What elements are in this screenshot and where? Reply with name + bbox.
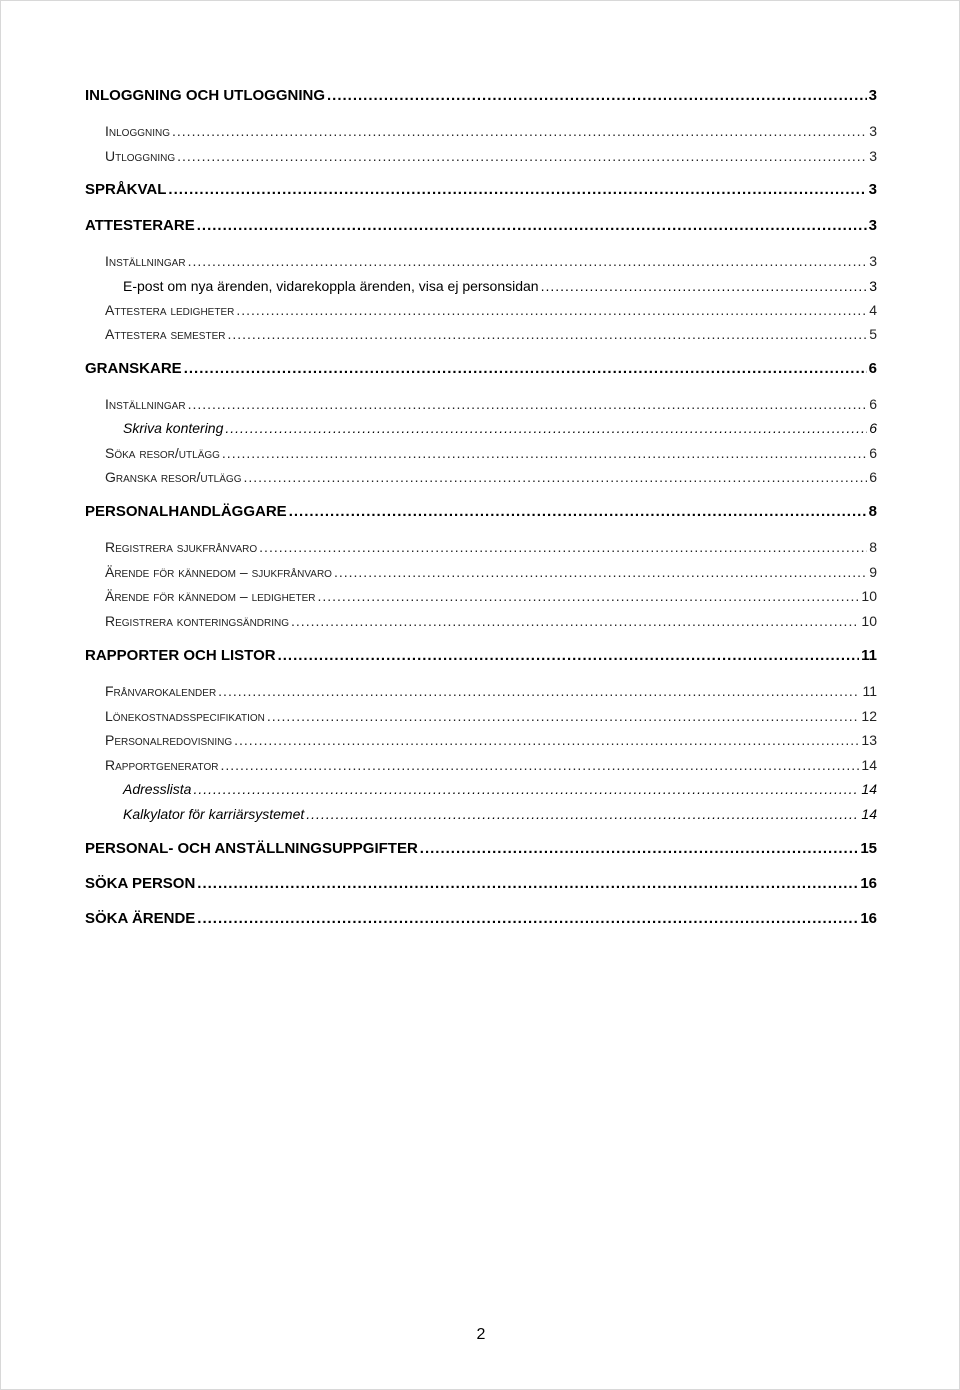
toc-leader-dots <box>234 730 859 750</box>
toc-entry-page: 6 <box>869 469 877 485</box>
toc-entry-label: RAPPORTER OCH LISTOR <box>85 647 276 664</box>
toc-entry-label: Attestera semester <box>105 326 226 342</box>
toc-entry-page: 6 <box>868 360 877 377</box>
toc-leader-dots <box>220 755 859 775</box>
toc-entry-label: Ärende för kännedom – sjukfrånvaro <box>105 564 332 580</box>
toc-entry[interactable] <box>85 502 877 522</box>
toc-entry-label: Adresslista <box>123 781 192 797</box>
toc-entry-page: 6 <box>869 445 877 461</box>
toc-leader-dots <box>197 216 867 236</box>
toc-entry-label: Lönekostnadsspecifikation <box>105 708 265 724</box>
toc-entry[interactable] <box>105 300 877 320</box>
toc-leader-dots <box>184 359 867 379</box>
toc-entry[interactable] <box>123 779 877 799</box>
toc-leader-dots <box>327 86 867 106</box>
toc-entry[interactable] <box>105 730 877 750</box>
toc-entry-page: 14 <box>861 781 877 797</box>
toc-entry-page: 11 <box>861 647 877 664</box>
toc-leader-dots <box>289 502 867 522</box>
toc-entry-label: Personalredovisning <box>105 732 233 748</box>
toc-leader-dots <box>420 839 859 859</box>
toc-leader-dots <box>243 467 867 487</box>
page-number: 2 <box>476 1326 486 1343</box>
toc-entry-page: 8 <box>868 503 877 520</box>
toc-leader-dots <box>197 909 858 929</box>
toc-leader-dots <box>267 706 860 726</box>
toc-entry-page: 3 <box>868 181 877 198</box>
toc-leader-dots <box>168 180 866 200</box>
toc-entry-page: 16 <box>860 875 877 892</box>
toc-entry[interactable] <box>105 394 877 414</box>
toc-leader-dots <box>218 681 860 701</box>
toc-entry-label: SPRÅKVAL <box>85 181 167 198</box>
toc-entry-page: 12 <box>861 708 877 724</box>
toc-entry-label: Skriva kontering <box>123 420 224 436</box>
toc-leader-dots <box>188 394 868 414</box>
toc-entry[interactable] <box>85 874 877 894</box>
toc-entry[interactable] <box>105 706 877 726</box>
toc-entry[interactable] <box>105 467 877 487</box>
toc-entry[interactable] <box>105 681 877 701</box>
toc-entry-label: Attestera ledigheter <box>105 302 235 318</box>
toc-entry-label: Inställningar <box>105 396 186 412</box>
toc-entry[interactable] <box>105 251 877 271</box>
toc-leader-dots <box>197 874 858 894</box>
toc-leader-dots <box>306 804 859 824</box>
toc-entry-label: Registrera sjukfrånvaro <box>105 539 258 555</box>
toc-entry-page: 15 <box>860 840 877 857</box>
toc-entry-label: Inställningar <box>105 253 186 269</box>
toc-leader-dots <box>225 418 867 438</box>
toc-leader-dots <box>222 443 867 463</box>
toc-entry-page: 10 <box>861 613 877 629</box>
toc-entry[interactable] <box>105 586 877 606</box>
toc-entry-label: SÖKA PERSON <box>85 875 196 892</box>
toc-entry-page: 4 <box>869 302 877 318</box>
toc-entry-page: 3 <box>868 217 877 234</box>
toc-leader-dots <box>541 276 868 296</box>
toc-entry-page: 10 <box>861 588 877 604</box>
toc-entry[interactable] <box>85 86 877 106</box>
toc-entry[interactable] <box>105 537 877 557</box>
toc-entry-page: 6 <box>869 396 877 412</box>
toc-entry-page: 5 <box>869 326 877 342</box>
toc-entry-label: Söka resor/utlägg <box>105 445 220 461</box>
toc-entry-page: 11 <box>862 683 877 699</box>
toc-entry-label: Registrera konteringsändring <box>105 613 290 629</box>
toc-entry-label: Kalkylator för karriärsystemet <box>123 806 305 822</box>
toc-leader-dots <box>188 251 868 271</box>
toc-entry[interactable] <box>85 646 877 666</box>
toc-entry[interactable] <box>123 276 877 296</box>
toc-entry-page: 14 <box>861 757 877 773</box>
toc-entry[interactable] <box>105 755 877 775</box>
toc-entry-page: 3 <box>869 278 877 294</box>
toc-entry-label: SÖKA ÄRENDE <box>85 910 196 927</box>
toc-entry-page: 16 <box>860 910 877 927</box>
toc-entry-page: 6 <box>869 420 877 436</box>
toc-entry[interactable] <box>105 324 877 344</box>
toc-entry[interactable] <box>105 146 877 166</box>
toc-entry-page: 3 <box>869 148 877 164</box>
toc-entry[interactable] <box>123 804 877 824</box>
toc-leader-dots <box>278 646 860 666</box>
toc-leader-dots <box>291 611 859 631</box>
toc-entry-label: Granska resor/utlägg <box>105 469 242 485</box>
toc-entry[interactable] <box>105 121 877 141</box>
toc-entry-page: 3 <box>869 253 877 269</box>
toc-entry-label: E-post om nya ärenden, vidarekoppla ärenden, visa ej personsidan <box>123 278 539 294</box>
toc-entry-label: INLOGGNING OCH UTLOGGNING <box>85 87 325 104</box>
toc-entry[interactable] <box>105 611 877 631</box>
toc-entry[interactable] <box>123 418 877 438</box>
toc-leader-dots <box>227 324 867 344</box>
toc-entry-page: 8 <box>869 539 877 555</box>
toc-entry-page: 14 <box>861 806 877 822</box>
toc-entry-label: Ärende för kännedom – ledigheter <box>105 588 316 604</box>
toc-entry-page: 9 <box>869 564 877 580</box>
toc-leader-dots <box>193 779 859 799</box>
toc-entry[interactable] <box>105 443 877 463</box>
toc-entry-label: PERSONALHANDLÄGGARE <box>85 503 287 520</box>
toc-entry-label: PERSONAL- OCH ANSTÄLLNINGSUPPGIFTER <box>85 840 418 857</box>
toc-entry-label: ATTESTERARE <box>85 217 195 234</box>
toc-entry-page: 3 <box>869 123 877 139</box>
toc-entry[interactable] <box>85 359 877 379</box>
toc-entry[interactable] <box>85 216 877 236</box>
toc-entry-label: Utloggning <box>105 148 176 164</box>
toc-entry-label: Inloggning <box>105 123 171 139</box>
toc-entry-label: Frånvarokalender <box>105 683 217 699</box>
toc-entry[interactable] <box>85 839 877 859</box>
toc-leader-dots <box>236 300 867 320</box>
toc-entry-page: 13 <box>861 732 877 748</box>
toc-entry[interactable] <box>105 562 877 582</box>
toc-entry-label: Rapportgenerator <box>105 757 219 773</box>
toc-entry[interactable] <box>85 180 877 200</box>
toc-entry-label: GRANSKARE <box>85 360 182 377</box>
toc-entry-page: 3 <box>868 87 877 104</box>
toc-entry[interactable] <box>85 909 877 929</box>
toc-leader-dots <box>334 562 867 582</box>
toc-leader-dots <box>317 586 859 606</box>
toc-leader-dots <box>177 146 867 166</box>
toc-leader-dots <box>172 121 867 141</box>
toc-leader-dots <box>259 537 867 557</box>
